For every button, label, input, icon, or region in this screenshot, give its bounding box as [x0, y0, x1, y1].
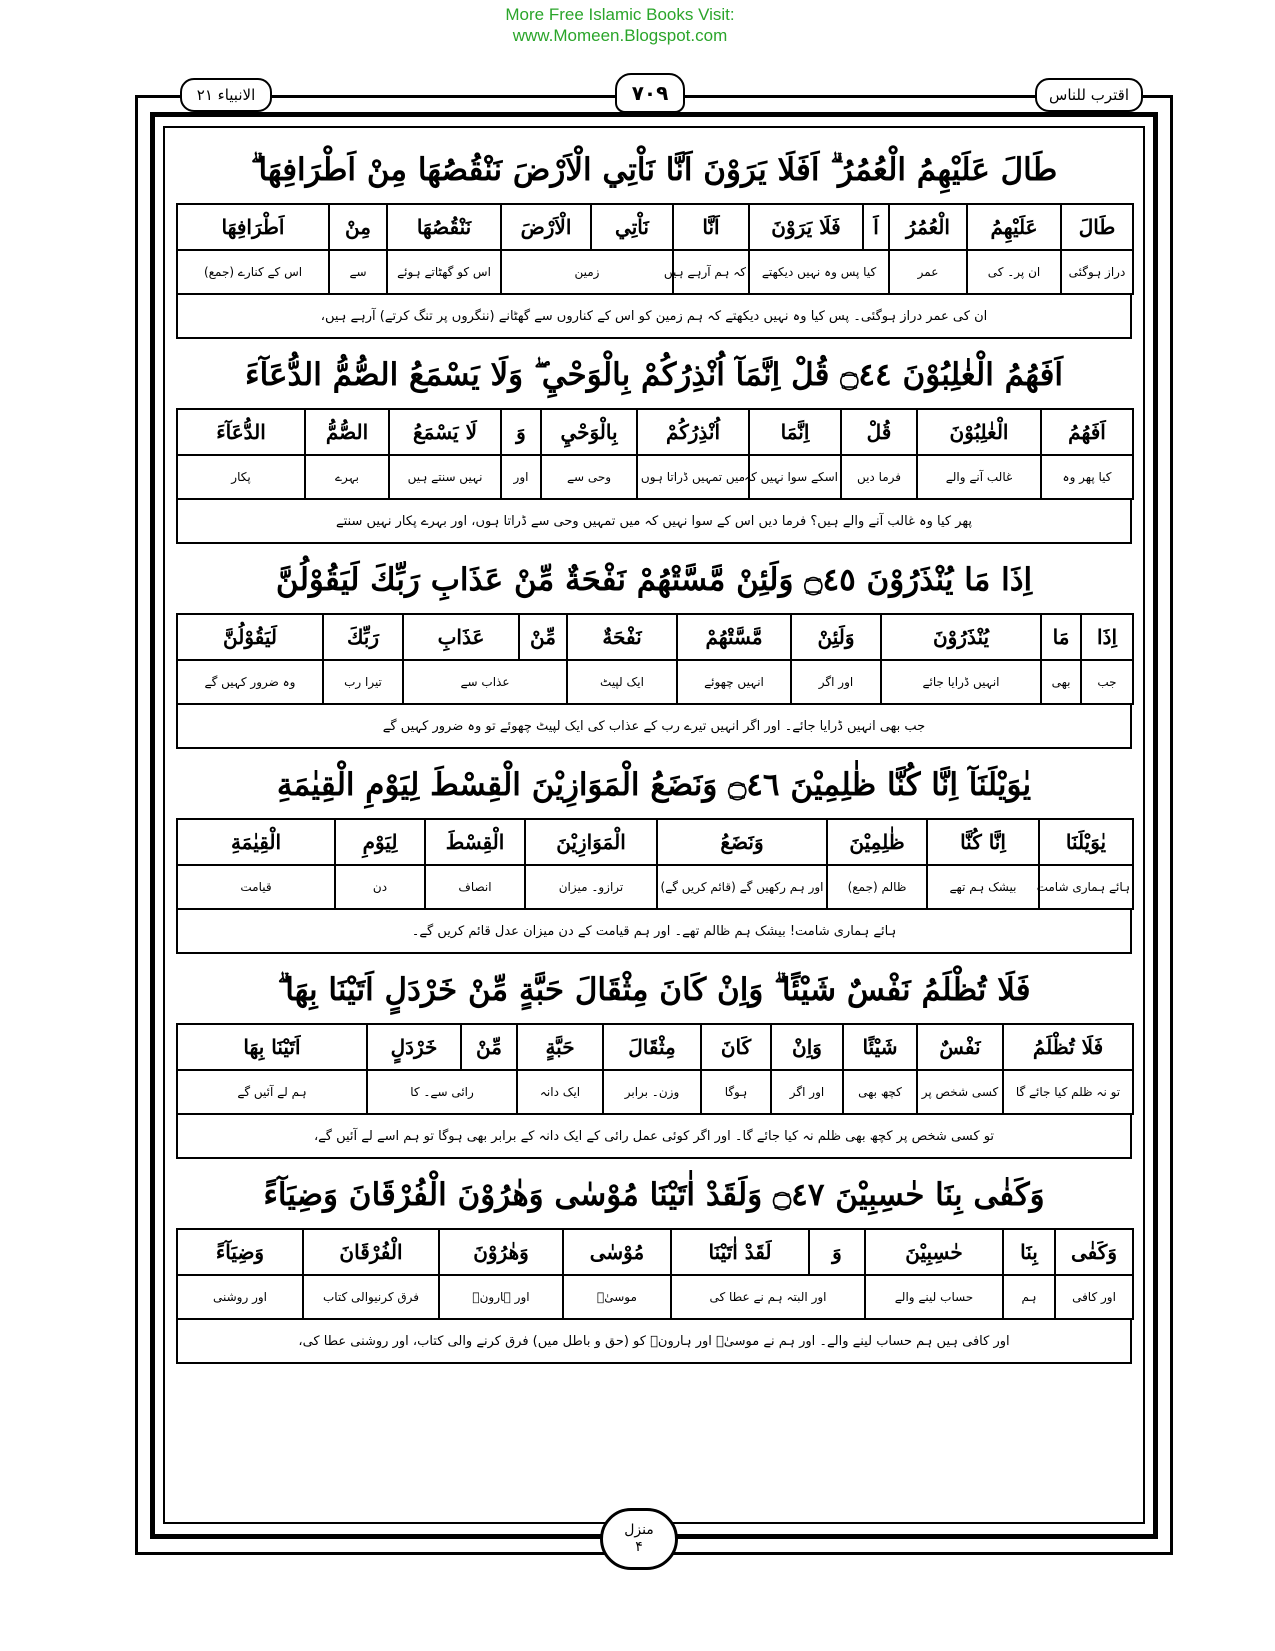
manzil-label: منزل	[624, 1522, 654, 1538]
meaning: کیا پھر وہ	[1041, 455, 1133, 499]
meaning: ہم لے آئیں گے	[177, 1070, 367, 1114]
word: وَهٰرُوْنَ	[439, 1229, 563, 1275]
word: وَنَضَعُ	[657, 819, 827, 865]
meaning: وحی سے	[541, 455, 637, 499]
verse-line: فَلَا تُظْلَمُ نَفْسٌ شَيْئًا ۗ وَاِنْ كَانَ مِثْقَالَ حَبَّةٍ مِّنْ خَرْدَلٍ اَتَيْنَا بِهَا ۗ	[277, 971, 1031, 1008]
word-table	[176, 1023, 1134, 1115]
meaning: کسی شخص پر	[917, 1070, 1003, 1114]
translation-line: پھر کیا وہ غالب آنے والے ہیں؟ فرما دیں اس کے سوا نہیں کہ میں تمہیں وحی سے ڈراتا ہوں، اور بہرے پکار نہیں سنتے	[176, 500, 1132, 544]
word: اِذَا	[1081, 614, 1133, 660]
manzil-badge	[600, 1508, 678, 1570]
verse-line: اِذَا مَا يُنْذَرُوْنَ ۝٤٥ وَلَئِنْ مَّسَّتْهُمْ نَفْحَةٌ مِّنْ عَذَابِ رَبِّكَ لَيَقُوْلُنَّ	[275, 562, 1033, 598]
word: اَتَيْنَا بِهَا	[177, 1024, 367, 1070]
meaning: اس کو گھٹاتے ہوئے	[387, 250, 501, 294]
word: الْقِسْطَ	[425, 819, 525, 865]
word: وَكَفٰى	[1055, 1229, 1133, 1275]
promo-url[interactable]: www.Momeen.Blogspot.com	[512, 26, 728, 45]
word: فَلَا يَرَوْنَ	[749, 204, 863, 250]
word: الْغٰلِبُوْنَ	[917, 409, 1041, 455]
word: مِنْ	[329, 204, 387, 250]
meaning: پکار	[177, 455, 305, 499]
meaning: تو نہ ظلم کیا جائے گا	[1003, 1070, 1133, 1114]
word: الْعُمُرُ	[889, 204, 967, 250]
meaning: ان پر۔ کی	[967, 250, 1061, 294]
word: فَلَا تُظْلَمُ	[1003, 1024, 1133, 1070]
word: مِّنْ	[461, 1024, 517, 1070]
word: قُلْ	[841, 409, 917, 455]
word: اَنَّا	[673, 204, 749, 250]
meaning: کیا پس وہ نہیں دیکھتے	[749, 250, 889, 294]
word: وَاِنْ	[771, 1024, 843, 1070]
meaning: رائی سے۔ کا	[367, 1070, 517, 1114]
juz-label: اقترب للناس	[1035, 78, 1143, 112]
meaning: فرما دیں	[841, 455, 917, 499]
meaning: تیرا رب	[323, 660, 403, 704]
verse-line: اَفَهُمُ الْغٰلِبُوْنَ ۝٤٤ قُلْ اِنَّمَآ اُنْذِرُكُمْ بِالْوَحْيِ ۖ وَلَا يَسْمَعُ الصُّمُّ الدُّعَآءَ	[245, 356, 1064, 393]
meaning: ایک لپیٹ	[567, 660, 677, 704]
translation-line: ان کی عمر دراز ہوگئی۔ پس کیا وہ نہیں دیکھتے کہ ہم زمین کو اس کے کناروں سے گھٹانے (ننگروں پر تنگ کرتے) آرہے ہیں،	[176, 295, 1132, 339]
word: يُنْذَرُوْنَ	[881, 614, 1041, 660]
meaning: جب	[1081, 660, 1133, 704]
meaning: ترازو۔ میزان	[525, 865, 657, 909]
meaning: قیامت	[177, 865, 335, 909]
translation-line: اور کافی ہیں ہم حساب لینے والے۔ اور ہم نے موسیٰؑ اور ہارونؑ کو (حق و باطل میں) فرق کرنے والی کتاب، اور روشنی عطا کی،	[176, 1320, 1132, 1364]
meaning: فرق کرنیوالی کتاب	[303, 1275, 439, 1319]
word: نَنْقُصُهَا	[387, 204, 501, 250]
translation-line: جب بھی انہیں ڈرایا جائے۔ اور اگر انہیں تیرے رب کے عذاب کی ایک لپیٹ چھوئے تو وہ ضرور کہیں گے	[176, 705, 1132, 749]
word: ظٰلِمِيْنَ	[827, 819, 927, 865]
meaning: زمین	[501, 250, 673, 294]
word: مُوْسٰى	[563, 1229, 671, 1275]
word: وَلَئِنْ	[791, 614, 881, 660]
word: مِثْقَالَ	[603, 1024, 701, 1070]
word: وَ	[809, 1229, 865, 1275]
meaning: بھی	[1041, 660, 1081, 704]
word: خَرْدَلٍ	[367, 1024, 461, 1070]
word: لَيَقُوْلُنَّ	[177, 614, 323, 660]
word: الدُّعَآءَ	[177, 409, 305, 455]
verse-block-2	[176, 342, 1132, 544]
word: بِنَا	[1003, 1229, 1055, 1275]
meaning: دن	[335, 865, 425, 909]
word: يٰوَيْلَنَا	[1039, 819, 1133, 865]
meaning: ہوگا	[701, 1070, 771, 1114]
word: وَضِيَآءً	[177, 1229, 303, 1275]
word: مَّسَّتْهُمْ	[677, 614, 791, 660]
meaning: میں تمہیں ڈراتا ہوں	[637, 455, 749, 499]
verse-line: يٰوَيْلَنَآ اِنَّا كُنَّا ظٰلِمِيْنَ ۝٤٦ وَنَضَعُ الْمَوَازِيْنَ الْقِسْطَ لِيَوْمِ الْقِيٰمَةِ	[276, 767, 1032, 803]
word: مَا	[1041, 614, 1081, 660]
translation-line: تو کسی شخص پر کچھ بھی ظلم نہ کیا جائے گا۔ اور اگر کوئی عمل رائی کے ایک دانہ کے برابر بھی ہوگا تو ہم اسے لے آئیں گے،	[176, 1115, 1132, 1159]
meaning: عمر	[889, 250, 967, 294]
verse-block-4	[176, 752, 1132, 954]
word: اِنَّمَا	[749, 409, 841, 455]
word: لَقَدْ اٰتَيْنَا	[671, 1229, 809, 1275]
meaning: انہیں ڈرایا جائے	[881, 660, 1041, 704]
surah-label: الانبیاء ۲۱	[180, 78, 272, 112]
meaning: اور	[501, 455, 541, 499]
word: اَفَهُمُ	[1041, 409, 1133, 455]
word: عَذَابِ	[403, 614, 519, 660]
promo-banner	[0, 4, 1240, 46]
word: الْاَرْضَ	[501, 204, 591, 250]
meaning: اور ہارونؑ	[439, 1275, 563, 1319]
word: اُنْذِرُكُمْ	[637, 409, 749, 455]
meaning: ظالم (جمع)	[827, 865, 927, 909]
meaning: اور اگر	[771, 1070, 843, 1114]
meaning: اس کے کنارے (جمع)	[177, 250, 329, 294]
meaning: غالب آنے والے	[917, 455, 1041, 499]
word: رَبِّكَ	[323, 614, 403, 660]
word-table	[176, 203, 1134, 295]
word: نَاْتِي	[591, 204, 673, 250]
verse-block-6	[176, 1162, 1132, 1364]
meaning: اسکے سوا نہیں کہ	[749, 455, 841, 499]
promo-line-1: More Free Islamic Books Visit:	[505, 5, 735, 24]
meaning: دراز ہوگئی	[1061, 250, 1133, 294]
word: عَلَيْهِمُ	[967, 204, 1061, 250]
meaning: کہ ہم آرہے ہیں	[673, 250, 749, 294]
meaning: اور ہم رکھیں گے (قائم کریں گے)	[657, 865, 827, 909]
word: اَطْرَافِهَا	[177, 204, 329, 250]
word: الْمَوَازِيْنَ	[525, 819, 657, 865]
meaning: انصاف	[425, 865, 525, 909]
word: شَيْئًا	[843, 1024, 917, 1070]
promo-link[interactable]	[0, 25, 1240, 46]
meaning: اور کافی	[1055, 1275, 1133, 1319]
verse-line: وَكَفٰى بِنَا حٰسِبِيْنَ ۝٤٧ وَلَقَدْ اٰتَيْنَا مُوْسٰى وَهٰرُوْنَ الْفُرْقَانَ وَضِيَآءً	[263, 1177, 1045, 1213]
meaning: ایک دانہ	[517, 1070, 603, 1114]
meaning: نہیں سنتے ہیں	[389, 455, 501, 499]
meaning: موسیٰؑ	[563, 1275, 671, 1319]
meaning: عذاب سے	[403, 660, 567, 704]
word: الْفُرْقَانَ	[303, 1229, 439, 1275]
word: الْقِيٰمَةِ	[177, 819, 335, 865]
meaning: وہ ضرور کہیں گے	[177, 660, 323, 704]
meaning: کچھ بھی	[843, 1070, 917, 1114]
verse-block-3	[176, 547, 1132, 749]
translation-line: ہائے ہماری شامت! بیشک ہم ظالم تھے۔ اور ہم قیامت کے دن میزان عدل قائم کریں گے۔	[176, 910, 1132, 954]
page-number: ۷۰۹	[615, 73, 685, 113]
word: نَفْحَةٌ	[567, 614, 677, 660]
word: اَ	[863, 204, 889, 250]
word-table	[176, 408, 1134, 500]
meaning: سے	[329, 250, 387, 294]
meaning: انہیں چھوئے	[677, 660, 791, 704]
word: الصُّمُّ	[305, 409, 389, 455]
meaning: اور روشنی	[177, 1275, 303, 1319]
word-table	[176, 818, 1134, 910]
word: حٰسِبِيْنَ	[865, 1229, 1003, 1275]
word: وَ	[501, 409, 541, 455]
meaning: وزن۔ برابر	[603, 1070, 701, 1114]
word-table	[176, 613, 1134, 705]
meaning: اور البتہ ہم نے عطا کی	[671, 1275, 865, 1319]
word: بِالْوَحْيِ	[541, 409, 637, 455]
word: لِيَوْمِ	[335, 819, 425, 865]
verse-line: طَالَ عَلَيْهِمُ الْعُمُرُ ۗ اَفَلَا يَرَوْنَ اَنَّا نَاْتِي الْاَرْضَ نَنْقُصُهَا مِنْ اَطْرَافِهَا ۗ	[250, 151, 1058, 188]
word: اِنَّا كُنَّا	[927, 819, 1039, 865]
meaning: بیشک ہم تھے	[927, 865, 1039, 909]
word: لَا يَسْمَعُ	[389, 409, 501, 455]
verse-block-5	[176, 957, 1132, 1159]
word: طَالَ	[1061, 204, 1133, 250]
word: نَفْسٌ	[917, 1024, 1003, 1070]
word-table	[176, 1228, 1134, 1320]
page-content	[176, 137, 1132, 1367]
meaning: حساب لینے والے	[865, 1275, 1003, 1319]
meaning: بہرے	[305, 455, 389, 499]
verse-block-1	[176, 137, 1132, 339]
word: كَانَ	[701, 1024, 771, 1070]
meaning: ہائے ہماری شامت	[1039, 865, 1133, 909]
meaning: ہم	[1003, 1275, 1055, 1319]
word: مِّنْ	[519, 614, 567, 660]
manzil-number: ۴	[635, 1539, 643, 1555]
word: حَبَّةٍ	[517, 1024, 603, 1070]
meaning: اور اگر	[791, 660, 881, 704]
